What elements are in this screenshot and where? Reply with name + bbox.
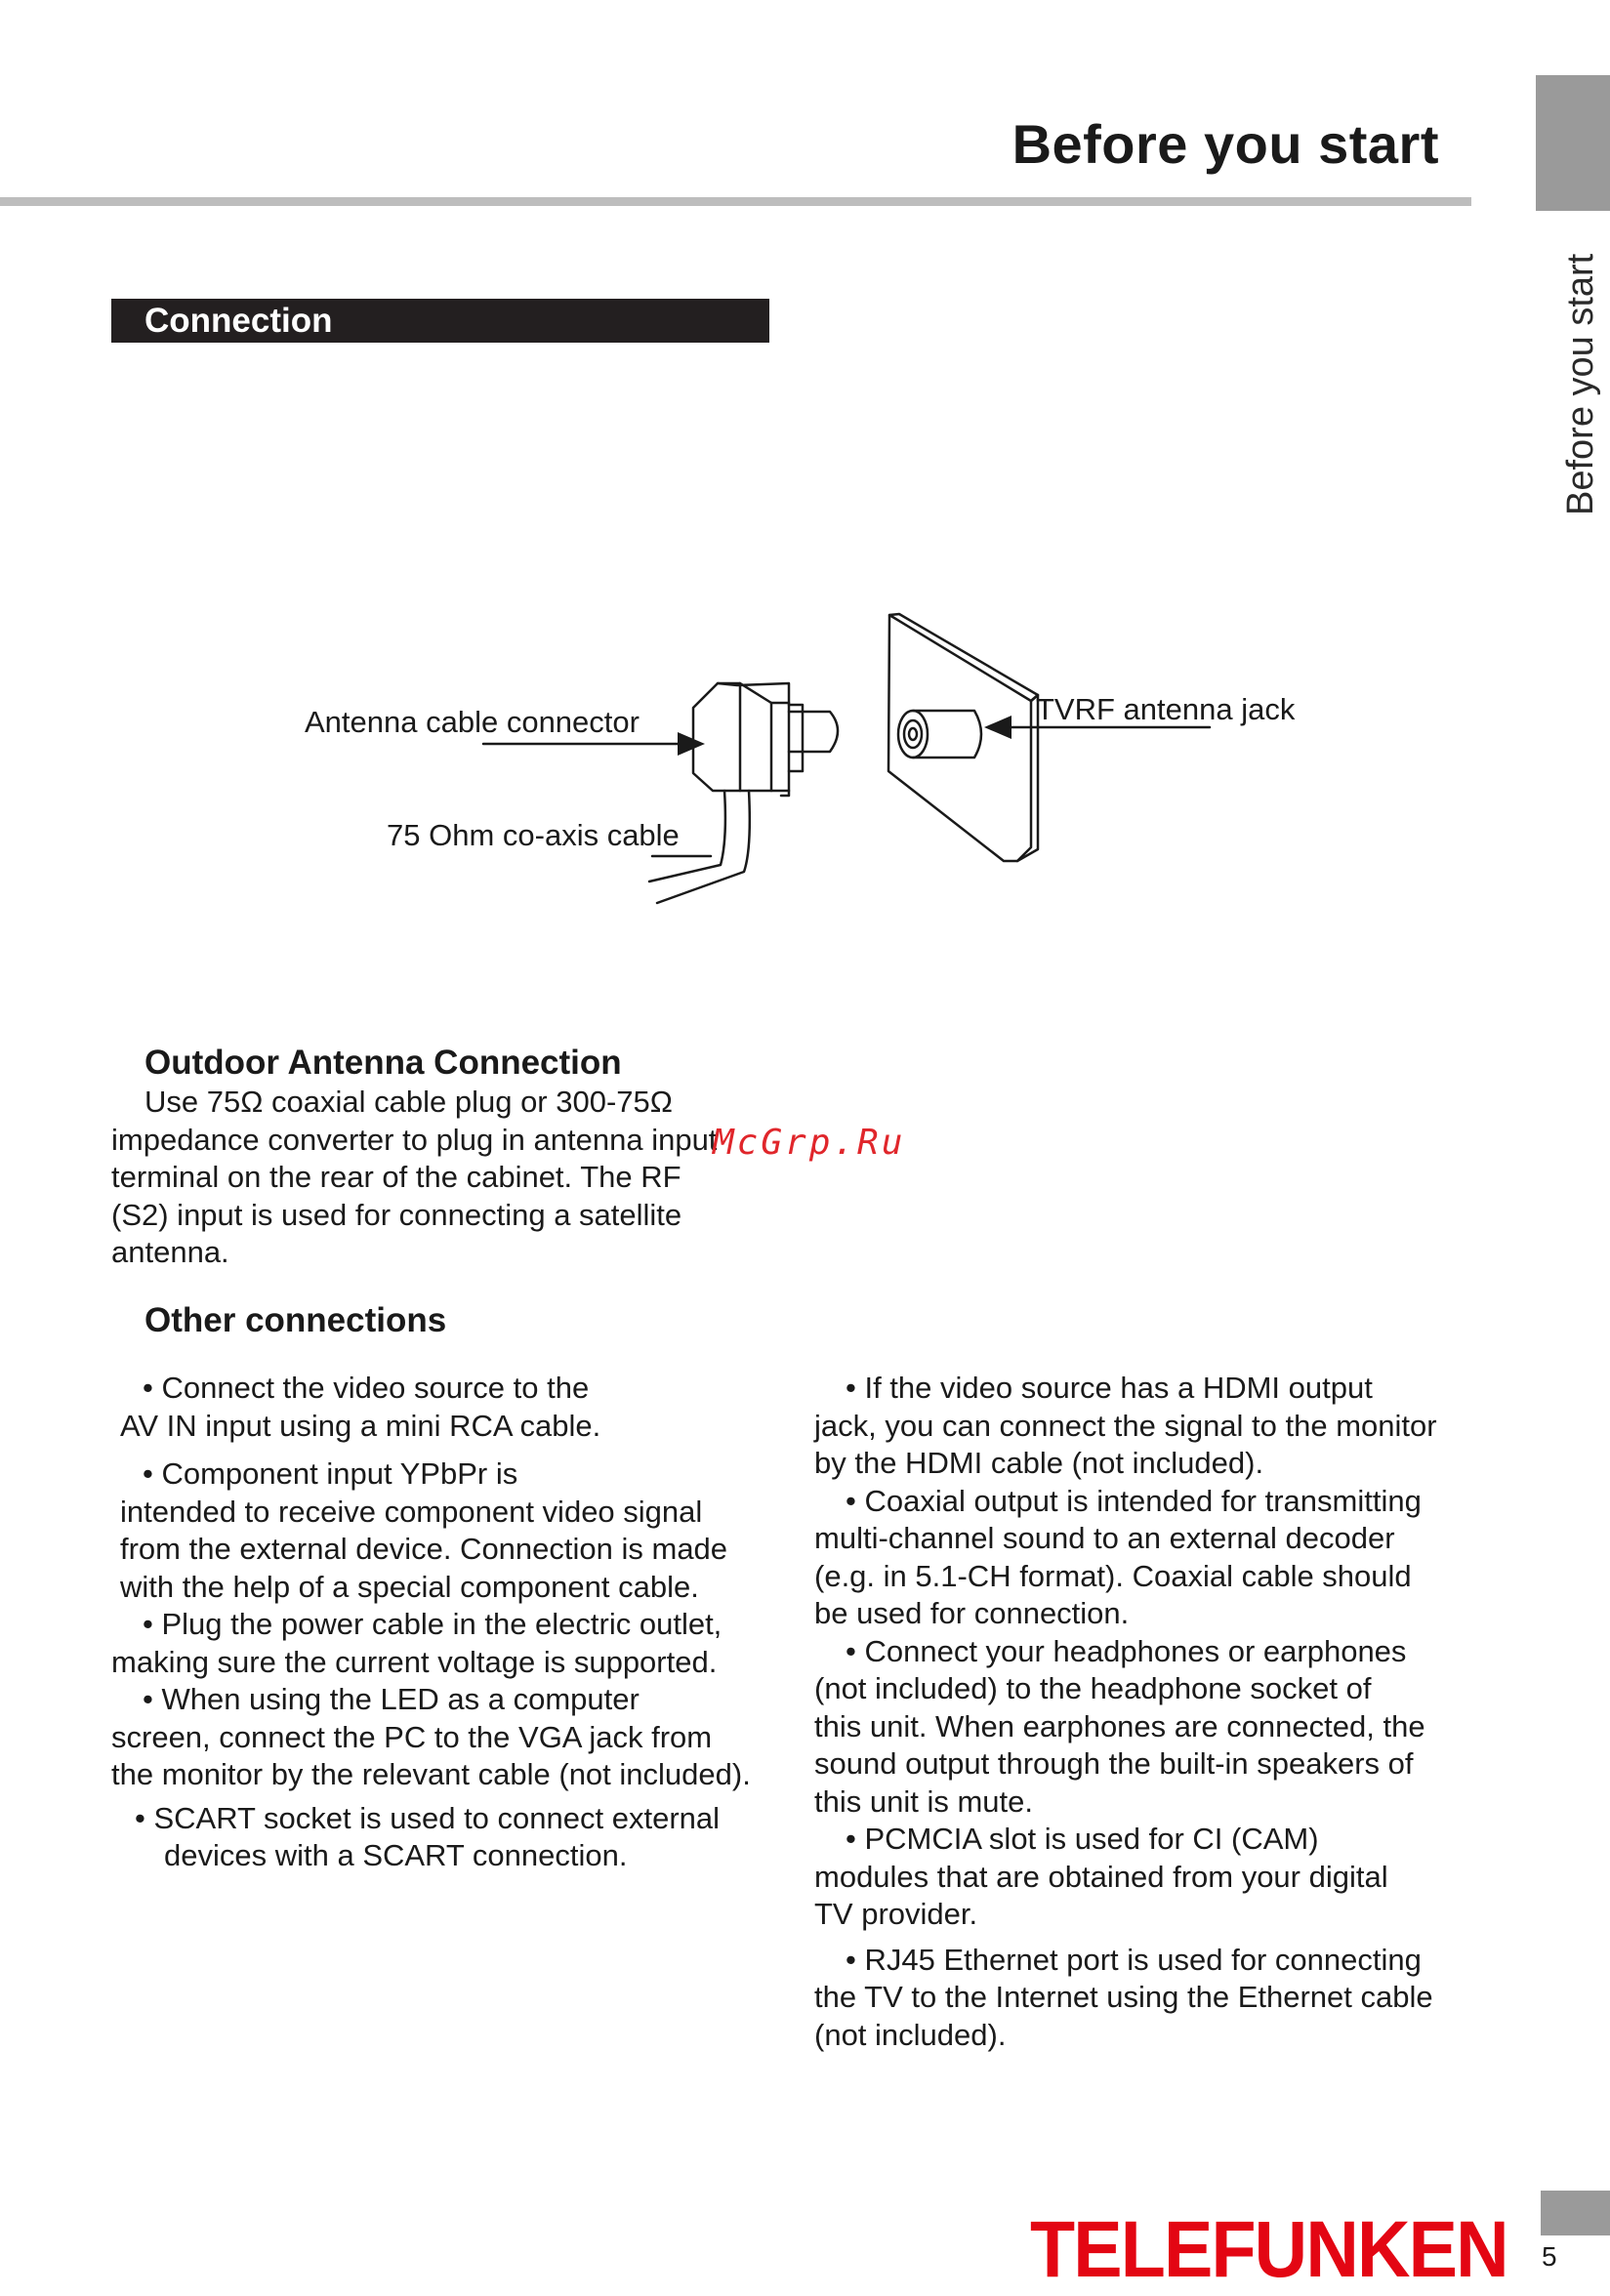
text-line: this unit. When earphones are connected, the [814,1708,1425,1743]
coax-cable-label: 75 Ohm co-axis cable [387,818,680,852]
text-line: (not included). [814,2017,1007,2052]
tvrf-jack-drawing [898,711,981,758]
tvrf-jack-label: TVRF antenna jack [1036,692,1296,726]
text-line: • RJ45 Ethernet port is used for connecting [846,1942,1422,1977]
text-line: (S2) input is used for connecting a satellite [111,1197,682,1232]
text-line: impedance converter to plug in antenna input [111,1122,718,1157]
text-line: • When using the LED as a computer [143,1682,640,1716]
text-line: antenna. [111,1235,229,1269]
text-line: modules that are obtained from your digital [814,1859,1388,1894]
text-line: making sure the current voltage is supported. [111,1644,718,1679]
text-line: by the HDMI cable (not included). [814,1446,1264,1480]
jack-arrowhead [984,716,1011,739]
text-line: this unit is mute. [814,1784,1033,1819]
page-title: Before you start [1011,113,1439,175]
text-line: • PCMCIA slot is used for CI (CAM) [846,1822,1319,1856]
antenna-connector-label: Antenna cable connector [305,705,640,739]
text-line: devices with a SCART connection. [164,1838,628,1872]
text-line: sound output through the built-in speakers of [814,1746,1414,1781]
telefunken-logo: TELEFUNKEN [1030,2205,1507,2294]
text-line: • Plug the power cable in the electric outlet, [143,1607,722,1641]
text-line: be used for connection. [814,1596,1130,1630]
outdoor-antenna-text [111,1084,775,1272]
text-line: Use 75Ω coaxial cable plug or 300-75Ω [144,1085,673,1119]
other-connections-right-column [814,1370,1498,2054]
text-line: AV IN input using a mini RCA cable. [120,1408,601,1443]
text-line: with the help of a special component cable. [120,1569,699,1604]
page-number: 5 [1542,2241,1557,2272]
text-line: TV provider. [814,1897,978,1931]
text-line: the monitor by the relevant cable (not included). [111,1757,751,1791]
watermark: McGrp.Ru [713,1123,906,1163]
text-line: • Connect your headphones or earphones [846,1633,1407,1668]
text-line: jack, you can connect the signal to the monitor [814,1408,1437,1443]
section-title: Connection [144,302,333,340]
text-line: from the external device. Connection is made [120,1532,728,1566]
outdoor-antenna-heading: Outdoor Antenna Connection [144,1044,622,1082]
text-line: • SCART socket is used to connect external [135,1800,721,1835]
other-connections-left-column [111,1370,795,1875]
text-line: (not included) to the headphone socket of [814,1671,1372,1705]
text-line: screen, connect the PC to the VGA jack from [111,1719,713,1754]
text-line: the TV to the Internet using the Ethernet cable [814,1980,1433,2014]
text-line: • Component input YPbPr is [143,1456,518,1491]
side-tab-label: Before you start [1560,253,1601,515]
text-line: terminal on the rear of the cabinet. The RF [111,1160,681,1194]
text-line: • Coaxial output is intended for transmitting [846,1483,1422,1518]
text-line: (e.g. in 5.1-CH format). Coaxial cable should [814,1558,1412,1593]
connector-arrowhead [678,732,705,756]
text-line: • If the video source has a HDMI output [846,1371,1373,1405]
text-line: multi-channel sound to an external decoder [814,1521,1395,1555]
other-connections-heading: Other connections [144,1301,447,1339]
text-line: • Connect the video source to the [143,1371,590,1405]
text-line: intended to receive component video signal [120,1494,703,1529]
page-number-marker [1541,2191,1610,2235]
antenna-connection-diagram [0,0,1610,937]
antenna-plug-drawing [693,683,838,796]
